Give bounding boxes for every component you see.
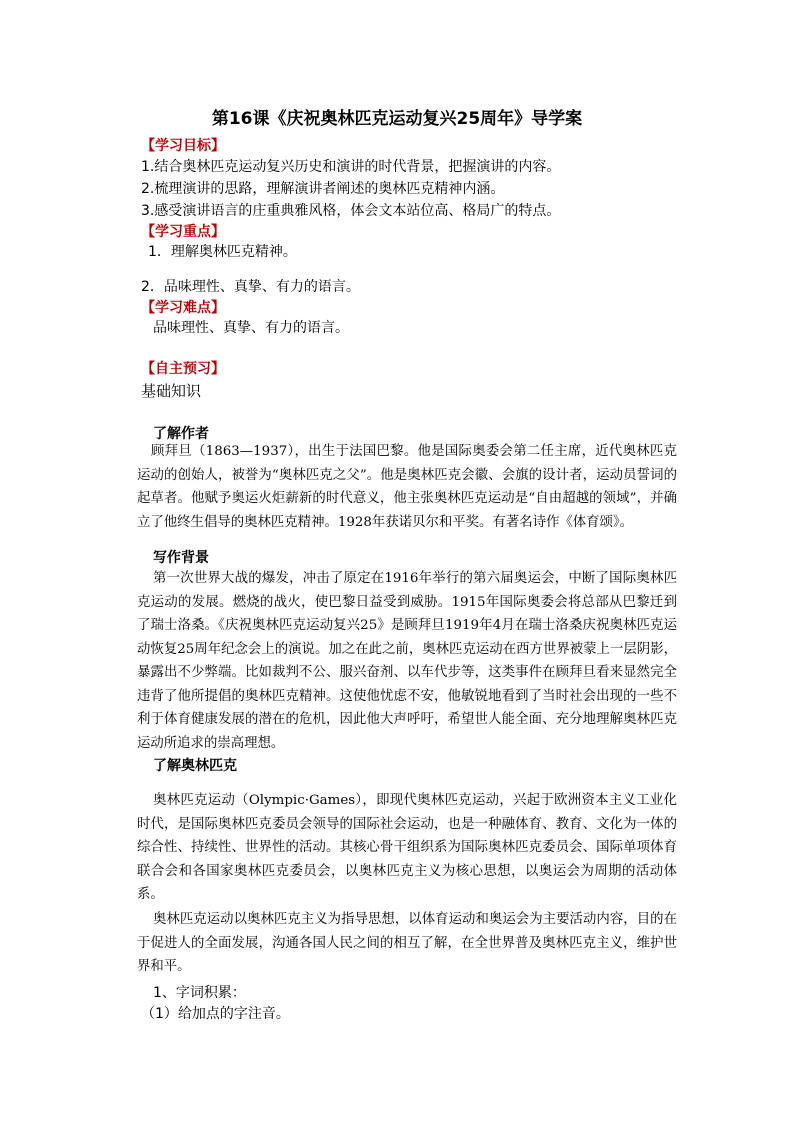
preview-heading: 【自主预习】 <box>141 361 225 377</box>
difficulty-item: 品味理性、真挚、有力的语言。 <box>153 320 349 336</box>
objective-item: 2.梳理演讲的思路，理解演讲者阐述的奥林匹克精神内涵。 <box>141 181 505 197</box>
page-title: 第16课《庆祝奥林匹克运动复兴25周年》导学案 <box>211 109 583 129</box>
background-heading: 写作背景 <box>153 550 209 566</box>
objective-item: 1.结合奥林匹克运动复兴历史和演讲的时代背景，把握演讲的内容。 <box>141 159 561 175</box>
author-paragraph: 顾拜旦（1863—1937），出生于法国巴黎。他是国际奥委会第二任主席，近代奥林匹克运动的创始人，被誉为“奥林匹克之父”。他是奥林匹克会徽、会旗的设计者，运动员誓词的起草者。他赋予奥运火炬薪新的时代意义，他主张奥林匹克运动是“自由超越的领域”，并确立了他终生倡导的奥林匹克精神。1928年获诺贝尔和平奖。有著名诗作《体育颂》。 <box>137 444 677 530</box>
difficulty-heading: 【学习难点】 <box>141 300 225 316</box>
key-points-heading: 【学习重点】 <box>141 224 225 240</box>
olympics-paragraph: 奥林匹克运动（Olympic·Games），即现代奥林匹克运动，兴起于欧洲资本主义工业化时代，是国际奥林匹克委员会领导的国际社会运动，也是一种融体育、教育、文化为一体的综合性、持续性、世界性的活动。其核心骨干组织系为国际奥林匹克委员会、国际单项体育联合会和各国家奥林匹克委员会，以奥林匹克主义为核心思想，以奥运会为周期的活动体系。 <box>137 793 677 902</box>
background-paragraph: 第一次世界大战的爆发，冲击了原定在1916年举行的第六届奥运会，中断了国际奥林匹克运动的发展。燃烧的战火，使巴黎日益受到威胁。1915年国际奥委会将总部从巴黎迁到了瑞士洛桑。《庆祝奥林匹克运动复兴25》是顾拜旦1919年4月在瑞士洛桑庆祝奥林匹克运动恢复25周年纪念会上的演说。加之在此之前，奥林匹克运动在西方世界被蒙上一层阴影，暴露出不少弊端。比如裁判不公、服兴奋剂、以车代步等，这类事件在顾拜旦看来显然完全违背了他所提倡的奥林匹克精神。这使他忧虑不安，他敏锐地看到了当时社会出现的一些不利于体育健康发展的潜在的危机，因此他大声呼吁，希望世人能全面、充分地理解奥林匹克运动所追求的崇高理想。 <box>137 571 677 751</box>
exercise-heading: 1、字词积累： <box>153 985 246 1001</box>
key-point-item: 1．理解奥林匹克精神。 <box>148 244 297 260</box>
objective-item: 3.感受演讲语言的庄重典雅风格，体会文本站位高、格局广的特点。 <box>141 203 561 219</box>
basic-knowledge-label: 基础知识 <box>141 382 202 400</box>
exercise-subitem: （1）给加点的字注音。 <box>141 1006 290 1022</box>
olympics-paragraph: 奥林匹克运动以奥林匹克主义为指导思想，以体育运动和奥运会为主要活动内容，目的在于促进人的全面发展，沟通各国人民之间的相互了解，在全世界普及奥林匹克主义，维护世界和平。 <box>137 912 677 974</box>
olympics-heading: 了解奥林匹克 <box>153 758 237 774</box>
author-heading: 了解作者 <box>153 426 209 442</box>
objectives-heading: 【学习目标】 <box>141 138 225 154</box>
key-point-item: 2．品味理性、真挚、有力的语言。 <box>141 279 360 295</box>
